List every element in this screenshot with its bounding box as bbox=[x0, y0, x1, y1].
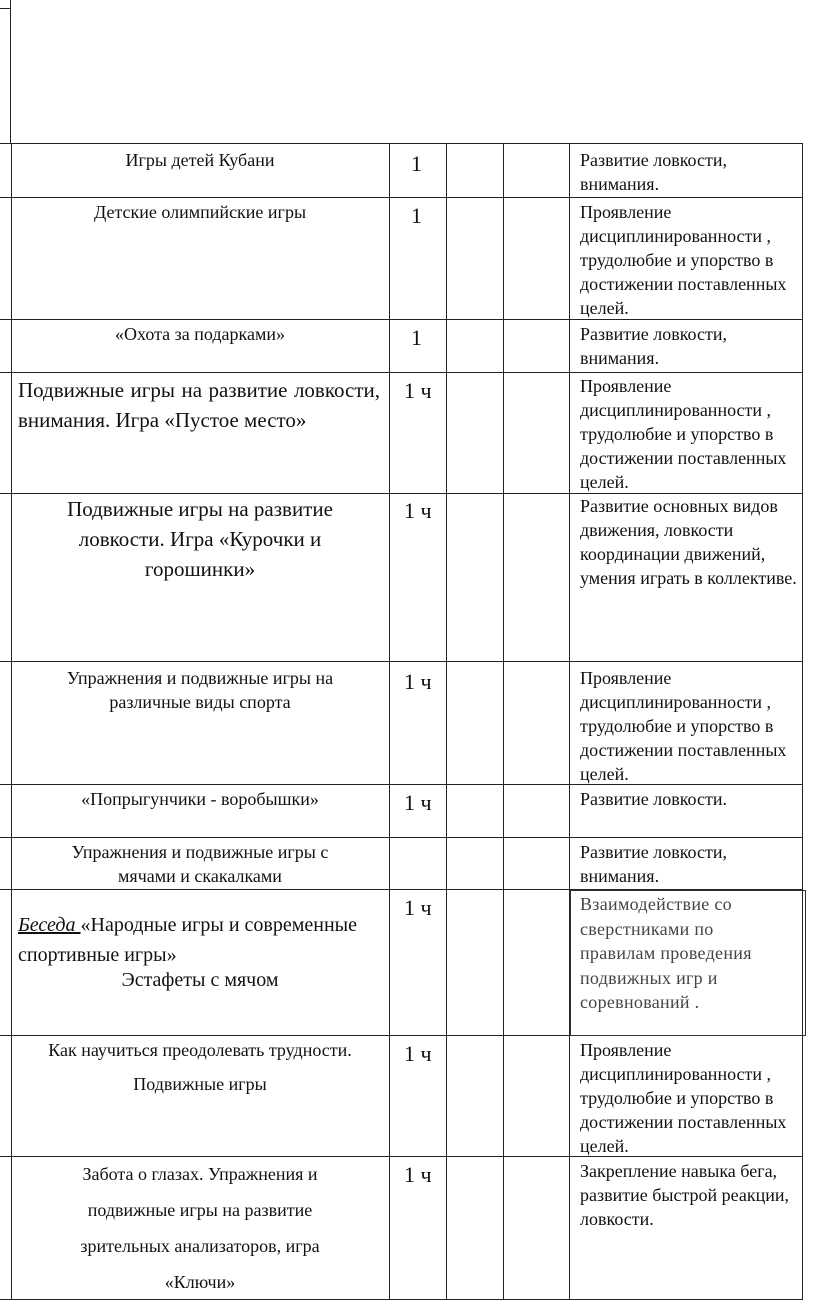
row-1-description: Развитие ловкости, внимания. bbox=[580, 150, 727, 194]
row-1-topic: Игры детей Кубани bbox=[125, 150, 275, 170]
row-9-description: Взаимодействие со сверстниками по правилам проведения подвижных игр и соревнований . bbox=[580, 894, 752, 1012]
row-10-topic: Как научиться преодолевать трудности. bbox=[48, 1040, 352, 1060]
row-9-topic bbox=[18, 910, 380, 970]
row-9-topic-prefix: Беседа bbox=[18, 914, 81, 936]
row-7-topic: «Попрыгунчики - воробышки» bbox=[81, 789, 319, 809]
row-line bbox=[0, 837, 803, 838]
row-4-topic: Подвижные игры на развитие ловкости, внимания. Игра «Пустое место» bbox=[18, 378, 380, 432]
row-10-topic-line2: Подвижные игры bbox=[133, 1074, 267, 1094]
row-line bbox=[0, 197, 803, 198]
row-11-hours: 1 ч bbox=[404, 1162, 432, 1187]
row-7-description: Развитие ловкости. bbox=[580, 789, 727, 809]
col-divider-6 bbox=[802, 143, 803, 1300]
row-6-hours: 1 ч bbox=[404, 669, 432, 694]
col-divider-3 bbox=[446, 143, 447, 1300]
row-7-hours: 1 ч bbox=[404, 790, 432, 815]
row-2-topic: Детские олимпийские игры bbox=[93, 202, 307, 222]
row-5-hours: 1 ч bbox=[404, 498, 432, 523]
row-5-description: Развитие основных видов движения, ловкости координации движений, умения играть в коллективе. bbox=[580, 496, 797, 588]
row-11-description: Закрепление навыка бега, развитие быстрой реакции, ловкости. bbox=[580, 1161, 790, 1229]
row-8-description: Развитие ловкости, внимания. bbox=[580, 842, 727, 886]
row-4-hours: 1 ч bbox=[404, 378, 432, 403]
row-4-description: Проявление дисциплинированности , трудолюбие и упорство в достижении поставленных целей. bbox=[580, 376, 787, 492]
row-11-topic: Забота о глазах. Упражнения и подвижные игры на развитие зрительных анализаторов, игра «Ключи» bbox=[80, 1164, 320, 1292]
row-10-hours: 1 ч bbox=[404, 1041, 432, 1066]
row-8-topic: Упражнения и подвижные игры с мячами и скакалками bbox=[71, 842, 329, 886]
row-3-description: Развитие ловкости, внимания. bbox=[580, 324, 727, 368]
row-9-hours: 1 ч bbox=[404, 895, 432, 920]
row-line bbox=[0, 372, 803, 373]
row-5-topic: Подвижные игры на развитие ловкости. Игра «Курочки и горошинки» bbox=[67, 497, 333, 581]
row-2-description: Проявление дисциплинированности , трудолюбие и упорство в достижении поставленных целей. bbox=[580, 202, 787, 318]
row-3-topic: «Охота за подарками» bbox=[115, 324, 285, 344]
row-line bbox=[0, 661, 803, 662]
row-6-topic: Упражнения и подвижные игры на различные виды спорта bbox=[66, 668, 334, 712]
col-divider-4 bbox=[503, 143, 504, 1300]
row-2-hours: 1 bbox=[411, 203, 422, 228]
col-divider-1 bbox=[11, 143, 12, 1300]
table-top-stub bbox=[0, 8, 11, 9]
row-3-hours: 1 bbox=[411, 325, 422, 350]
table-left-top-border bbox=[10, 0, 11, 143]
row-9-topic-line2: Эстафеты с мячом bbox=[121, 969, 279, 991]
row-line bbox=[0, 143, 803, 144]
row-9-topic-main: «Народные игры и современные спортивные игры» bbox=[18, 914, 357, 966]
col-divider-2 bbox=[389, 143, 390, 1300]
row-10-description: Проявление дисциплинированности , трудолюбие и упорство в достижении поставленных целей. bbox=[580, 1040, 787, 1156]
row-1-hours: 1 bbox=[411, 151, 422, 176]
row-6-description: Проявление дисциплинированности , трудолюбие и упорство в достижении поставленных целей. bbox=[580, 668, 787, 784]
